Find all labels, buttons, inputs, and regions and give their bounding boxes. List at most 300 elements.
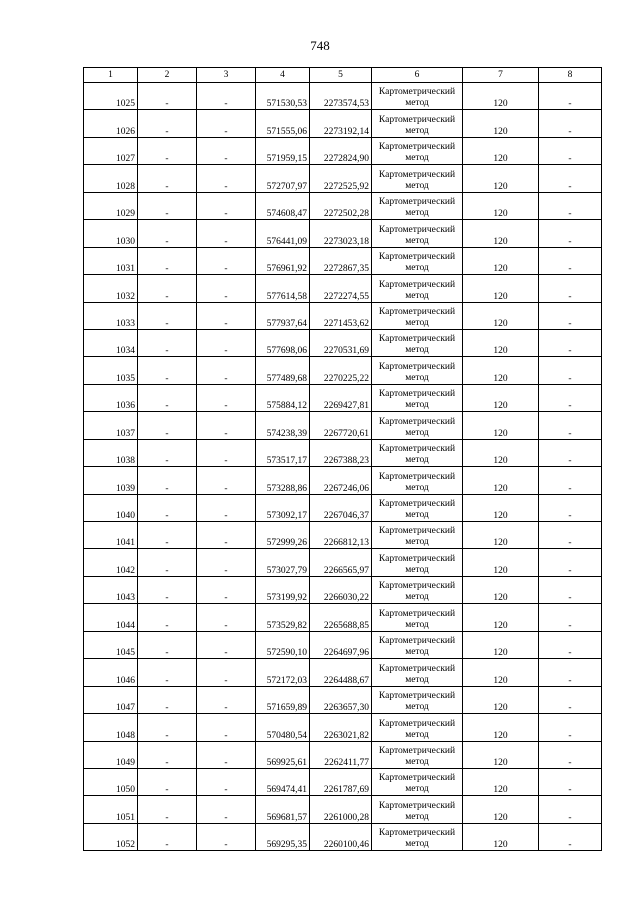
method-line-1: Картометрический <box>378 828 456 839</box>
table-row <box>84 110 602 137</box>
y-coordinate-cell: 2267388,23 <box>310 439 372 466</box>
column-2-cell: - <box>138 165 197 192</box>
column-3-cell: - <box>197 823 256 850</box>
column-2-cell: - <box>138 823 197 850</box>
method-cell <box>372 384 463 411</box>
method-line-1: Картометрический <box>378 252 456 263</box>
table-body <box>84 83 602 851</box>
column-8-cell: - <box>539 659 602 686</box>
method-line-1: Картометрический <box>378 553 456 564</box>
column-3-cell: - <box>197 412 256 439</box>
table-row <box>84 522 602 549</box>
method-line-2: метод <box>405 619 429 630</box>
method-line-1: Картометрический <box>378 581 456 592</box>
point-number-cell: 1045 <box>84 631 138 658</box>
method-cell <box>372 768 463 795</box>
method-line-1: Картометрический <box>378 361 456 372</box>
column-3-cell: - <box>197 247 256 274</box>
method-line-1: Картометрический <box>378 114 456 125</box>
x-coordinate-cell: 573092,17 <box>256 494 310 521</box>
column-3-cell: - <box>197 83 256 110</box>
column-8-cell: - <box>539 192 602 219</box>
column-2-cell: - <box>138 576 197 603</box>
table-row <box>84 659 602 686</box>
column-8-cell: - <box>539 247 602 274</box>
column-3-cell: - <box>197 192 256 219</box>
method-line-2: метод <box>405 345 429 356</box>
column-3-cell: - <box>197 686 256 713</box>
method-cell <box>372 412 463 439</box>
x-coordinate-cell: 572999,26 <box>256 522 310 549</box>
column-3-cell: - <box>197 631 256 658</box>
y-coordinate-cell: 2267246,06 <box>310 467 372 494</box>
column-8-cell: - <box>539 110 602 137</box>
method-line-1: Картометрический <box>378 142 456 153</box>
column-2-cell: - <box>138 192 197 219</box>
x-coordinate-cell: 570480,54 <box>256 714 310 741</box>
column-2-cell: - <box>138 631 197 658</box>
method-line-2: метод <box>405 400 429 411</box>
method-cell <box>372 467 463 494</box>
y-coordinate-cell: 2270225,22 <box>310 357 372 384</box>
column-8-cell: - <box>539 467 602 494</box>
point-number-cell: 1043 <box>84 576 138 603</box>
column-8-cell: - <box>539 576 602 603</box>
method-line-2: метод <box>405 372 429 383</box>
method-cell <box>372 247 463 274</box>
column-2-cell: - <box>138 384 197 411</box>
table-row <box>84 631 602 658</box>
method-cell <box>372 83 463 110</box>
method-line-2: метод <box>405 674 429 685</box>
method-cell <box>372 302 463 329</box>
x-coordinate-cell: 569295,35 <box>256 823 310 850</box>
column-8-cell: - <box>539 823 602 850</box>
y-coordinate-cell: 2264697,96 <box>310 631 372 658</box>
method-cell <box>372 439 463 466</box>
method-cell <box>372 275 463 302</box>
table-row <box>84 220 602 247</box>
accuracy-cell: 120 <box>463 439 539 466</box>
method-line-1: Картометрический <box>378 663 456 674</box>
method-line-2: метод <box>405 455 429 466</box>
method-line-2: метод <box>405 564 429 575</box>
method-line-2: метод <box>405 756 429 767</box>
method-line-1: Картометрический <box>378 87 456 98</box>
method-line-2: метод <box>405 729 429 740</box>
x-coordinate-cell: 575884,12 <box>256 384 310 411</box>
method-line-2: метод <box>405 208 429 219</box>
y-coordinate-cell: 2266812,13 <box>310 522 372 549</box>
point-number-cell: 1035 <box>84 357 138 384</box>
column-2-cell: - <box>138 768 197 795</box>
accuracy-cell: 120 <box>463 83 539 110</box>
point-number-cell: 1041 <box>84 522 138 549</box>
column-3-cell: - <box>197 329 256 356</box>
x-coordinate-cell: 569681,57 <box>256 796 310 823</box>
column-3-cell: - <box>197 494 256 521</box>
column-8-cell: - <box>539 412 602 439</box>
column-header: 1 <box>84 68 138 83</box>
y-coordinate-cell: 2272274,55 <box>310 275 372 302</box>
method-line-1: Картометрический <box>378 389 456 400</box>
x-coordinate-cell: 571555,06 <box>256 110 310 137</box>
y-coordinate-cell: 2261000,28 <box>310 796 372 823</box>
method-cell <box>372 137 463 164</box>
method-line-2: метод <box>405 153 429 164</box>
table-row <box>84 412 602 439</box>
y-coordinate-cell: 2272867,35 <box>310 247 372 274</box>
method-line-2: метод <box>405 592 429 603</box>
method-line-2: метод <box>405 510 429 520</box>
method-cell <box>372 192 463 219</box>
column-3-cell: - <box>197 522 256 549</box>
x-coordinate-cell: 577614,58 <box>256 275 310 302</box>
accuracy-cell: 120 <box>463 604 539 631</box>
table-row <box>84 467 602 494</box>
table-header <box>84 68 602 83</box>
column-3-cell: - <box>197 384 256 411</box>
point-number-cell: 1046 <box>84 659 138 686</box>
table-row <box>84 165 602 192</box>
x-coordinate-cell: 569925,61 <box>256 741 310 768</box>
method-line-2: метод <box>405 784 429 795</box>
accuracy-cell: 120 <box>463 302 539 329</box>
column-8-cell: - <box>539 384 602 411</box>
method-line-1: Картометрический <box>378 169 456 180</box>
method-cell <box>372 796 463 823</box>
y-coordinate-cell: 2266030,22 <box>310 576 372 603</box>
column-2-cell: - <box>138 686 197 713</box>
column-3-cell: - <box>197 137 256 164</box>
column-3-cell: - <box>197 714 256 741</box>
table-row <box>84 576 602 603</box>
method-line-1: Картометрический <box>378 636 456 647</box>
method-line-1: Картометрический <box>378 691 456 702</box>
column-3-cell: - <box>197 165 256 192</box>
column-3-cell: - <box>197 467 256 494</box>
column-2-cell: - <box>138 714 197 741</box>
table-row <box>84 329 602 356</box>
accuracy-cell: 120 <box>463 412 539 439</box>
column-header: 6 <box>372 68 463 83</box>
column-2-cell: - <box>138 329 197 356</box>
column-2-cell: - <box>138 412 197 439</box>
y-coordinate-cell: 2269427,81 <box>310 384 372 411</box>
column-8-cell: - <box>539 714 602 741</box>
x-coordinate-cell: 572590,10 <box>256 631 310 658</box>
table-row <box>84 494 602 521</box>
column-2-cell: - <box>138 83 197 110</box>
y-coordinate-cell: 2264488,67 <box>310 659 372 686</box>
y-coordinate-cell: 2262411,77 <box>310 741 372 768</box>
method-line-2: метод <box>405 839 429 850</box>
method-line-2: метод <box>405 427 429 438</box>
accuracy-cell: 120 <box>463 631 539 658</box>
column-header: 3 <box>197 68 256 83</box>
method-cell <box>372 604 463 631</box>
method-cell <box>372 110 463 137</box>
method-line-1: Картометрический <box>378 279 456 290</box>
accuracy-cell: 120 <box>463 768 539 795</box>
column-2-cell: - <box>138 604 197 631</box>
column-2-cell: - <box>138 137 197 164</box>
method-cell <box>372 576 463 603</box>
method-line-2: метод <box>405 317 429 328</box>
column-8-cell: - <box>539 83 602 110</box>
method-line-2: метод <box>405 98 429 109</box>
point-number-cell: 1038 <box>84 439 138 466</box>
x-coordinate-cell: 571959,15 <box>256 137 310 164</box>
point-number-cell: 1047 <box>84 686 138 713</box>
point-number-cell: 1037 <box>84 412 138 439</box>
accuracy-cell: 120 <box>463 796 539 823</box>
column-8-cell: - <box>539 522 602 549</box>
method-line-2: метод <box>405 125 429 136</box>
column-3-cell: - <box>197 604 256 631</box>
point-number-cell: 1050 <box>84 768 138 795</box>
accuracy-cell: 120 <box>463 467 539 494</box>
table-row <box>84 714 602 741</box>
column-3-cell: - <box>197 275 256 302</box>
x-coordinate-cell: 572172,03 <box>256 659 310 686</box>
method-cell <box>372 823 463 850</box>
method-cell <box>372 631 463 658</box>
accuracy-cell: 120 <box>463 247 539 274</box>
accuracy-cell: 120 <box>463 275 539 302</box>
column-2-cell: - <box>138 494 197 521</box>
point-number-cell: 1030 <box>84 220 138 247</box>
x-coordinate-cell: 571530,53 <box>256 83 310 110</box>
column-3-cell: - <box>197 549 256 576</box>
accuracy-cell: 120 <box>463 522 539 549</box>
table-row <box>84 384 602 411</box>
column-2-cell: - <box>138 220 197 247</box>
point-number-cell: 1029 <box>84 192 138 219</box>
x-coordinate-cell: 573027,79 <box>256 549 310 576</box>
column-3-cell: - <box>197 357 256 384</box>
point-number-cell: 1048 <box>84 714 138 741</box>
table-row <box>84 247 602 274</box>
method-cell <box>372 686 463 713</box>
x-coordinate-cell: 576441,09 <box>256 220 310 247</box>
x-coordinate-cell: 574238,39 <box>256 412 310 439</box>
method-line-1: Картометрический <box>378 800 456 811</box>
column-3-cell: - <box>197 439 256 466</box>
y-coordinate-cell: 2272824,90 <box>310 137 372 164</box>
page-number: 748 <box>310 38 330 53</box>
method-cell <box>372 220 463 247</box>
table-row <box>84 604 602 631</box>
column-3-cell: - <box>197 768 256 795</box>
accuracy-cell: 120 <box>463 357 539 384</box>
accuracy-cell: 120 <box>463 823 539 850</box>
y-coordinate-cell: 2261787,69 <box>310 768 372 795</box>
column-2-cell: - <box>138 741 197 768</box>
x-coordinate-cell: 573288,86 <box>256 467 310 494</box>
point-number-cell: 1036 <box>84 384 138 411</box>
table-row <box>84 83 602 110</box>
accuracy-cell: 120 <box>463 110 539 137</box>
column-3-cell: - <box>197 796 256 823</box>
column-8-cell: - <box>539 357 602 384</box>
method-line-1: Картометрический <box>378 306 456 317</box>
method-line-2: метод <box>405 263 429 274</box>
method-cell <box>372 494 463 521</box>
table-row <box>84 741 602 768</box>
point-number-cell: 1040 <box>84 494 138 521</box>
point-number-cell: 1033 <box>84 302 138 329</box>
x-coordinate-cell: 571659,89 <box>256 686 310 713</box>
table-row <box>84 823 602 850</box>
table-row <box>84 768 602 795</box>
column-8-cell: - <box>539 631 602 658</box>
method-line-2: метод <box>405 235 429 246</box>
column-2-cell: - <box>138 522 197 549</box>
column-8-cell: - <box>539 329 602 356</box>
method-line-1: Картометрический <box>378 471 456 482</box>
y-coordinate-cell: 2266565,97 <box>310 549 372 576</box>
method-cell <box>372 714 463 741</box>
y-coordinate-cell: 2267046,37 <box>310 494 372 521</box>
column-3-cell: - <box>197 659 256 686</box>
method-cell <box>372 165 463 192</box>
table-row <box>84 302 602 329</box>
column-header: 2 <box>138 68 197 83</box>
accuracy-cell: 120 <box>463 329 539 356</box>
y-coordinate-cell: 2273192,14 <box>310 110 372 137</box>
method-cell <box>372 741 463 768</box>
table-row <box>84 686 602 713</box>
x-coordinate-cell: 574608,47 <box>256 192 310 219</box>
column-2-cell: - <box>138 659 197 686</box>
table-row <box>84 357 602 384</box>
method-line-1: Картометрический <box>378 526 456 537</box>
x-coordinate-cell: 572707,97 <box>256 165 310 192</box>
method-line-1: Картометрический <box>378 773 456 784</box>
y-coordinate-cell: 2273023,18 <box>310 220 372 247</box>
x-coordinate-cell: 569474,41 <box>256 768 310 795</box>
y-coordinate-cell: 2270531,69 <box>310 329 372 356</box>
y-coordinate-cell: 2271453,62 <box>310 302 372 329</box>
method-cell <box>372 522 463 549</box>
accuracy-cell: 120 <box>463 192 539 219</box>
point-number-cell: 1049 <box>84 741 138 768</box>
x-coordinate-cell: 573199,92 <box>256 576 310 603</box>
y-coordinate-cell: 2260100,46 <box>310 823 372 850</box>
column-header: 5 <box>310 68 372 83</box>
x-coordinate-cell: 577698,06 <box>256 329 310 356</box>
method-line-2: метод <box>405 702 429 713</box>
column-8-cell: - <box>539 494 602 521</box>
method-line-2: метод <box>405 290 429 301</box>
column-8-cell: - <box>539 686 602 713</box>
y-coordinate-cell: 2267720,61 <box>310 412 372 439</box>
point-number-cell: 1051 <box>84 796 138 823</box>
accuracy-cell: 120 <box>463 384 539 411</box>
column-2-cell: - <box>138 796 197 823</box>
x-coordinate-cell: 577489,68 <box>256 357 310 384</box>
column-8-cell: - <box>539 549 602 576</box>
column-3-cell: - <box>197 576 256 603</box>
method-line-1: Картометрический <box>378 608 456 619</box>
point-number-cell: 1032 <box>84 275 138 302</box>
y-coordinate-cell: 2272525,92 <box>310 165 372 192</box>
accuracy-cell: 120 <box>463 165 539 192</box>
point-number-cell: 1042 <box>84 549 138 576</box>
column-8-cell: - <box>539 439 602 466</box>
column-header: 8 <box>539 68 602 83</box>
accuracy-cell: 120 <box>463 686 539 713</box>
x-coordinate-cell: 573517,17 <box>256 439 310 466</box>
column-2-cell: - <box>138 439 197 466</box>
column-8-cell: - <box>539 302 602 329</box>
column-2-cell: - <box>138 467 197 494</box>
column-2-cell: - <box>138 247 197 274</box>
column-2-cell: - <box>138 110 197 137</box>
column-8-cell: - <box>539 275 602 302</box>
accuracy-cell: 120 <box>463 220 539 247</box>
table-row <box>84 137 602 164</box>
y-coordinate-cell: 2273574,53 <box>310 83 372 110</box>
x-coordinate-cell: 576961,92 <box>256 247 310 274</box>
column-8-cell: - <box>539 137 602 164</box>
method-line-1: Картометрический <box>378 416 456 427</box>
column-3-cell: - <box>197 302 256 329</box>
column-header: 7 <box>463 68 539 83</box>
method-line-2: метод <box>405 180 429 191</box>
point-number-cell: 1039 <box>84 467 138 494</box>
method-line-1: Картометрический <box>378 745 456 756</box>
column-2-cell: - <box>138 302 197 329</box>
accuracy-cell: 120 <box>463 741 539 768</box>
table-row <box>84 796 602 823</box>
method-line-1: Картометрический <box>378 444 456 455</box>
table-row <box>84 275 602 302</box>
point-number-cell: 1031 <box>84 247 138 274</box>
header-row <box>84 68 602 83</box>
point-number-cell: 1027 <box>84 137 138 164</box>
method-line-1: Картометрический <box>378 334 456 345</box>
column-3-cell: - <box>197 220 256 247</box>
method-line-2: метод <box>405 482 429 493</box>
column-8-cell: - <box>539 796 602 823</box>
x-coordinate-cell: 577937,64 <box>256 302 310 329</box>
point-number-cell: 1028 <box>84 165 138 192</box>
method-cell <box>372 659 463 686</box>
method-line-1: Картометрический <box>378 224 456 235</box>
method-line-2: метод <box>405 647 429 658</box>
point-number-cell: 1044 <box>84 604 138 631</box>
column-2-cell: - <box>138 549 197 576</box>
accuracy-cell: 120 <box>463 659 539 686</box>
method-cell <box>372 329 463 356</box>
method-cell <box>372 549 463 576</box>
column-8-cell: - <box>539 768 602 795</box>
y-coordinate-cell: 2263021,82 <box>310 714 372 741</box>
y-coordinate-cell: 2265688,85 <box>310 604 372 631</box>
method-line-1: Картометрический <box>378 718 456 729</box>
table-row <box>84 439 602 466</box>
accuracy-cell: 120 <box>463 576 539 603</box>
table-row <box>84 192 602 219</box>
column-2-cell: - <box>138 357 197 384</box>
point-number-cell: 1026 <box>84 110 138 137</box>
method-line-2: метод <box>405 811 429 822</box>
accuracy-cell: 120 <box>463 549 539 576</box>
accuracy-cell: 120 <box>463 714 539 741</box>
y-coordinate-cell: 2272502,28 <box>310 192 372 219</box>
